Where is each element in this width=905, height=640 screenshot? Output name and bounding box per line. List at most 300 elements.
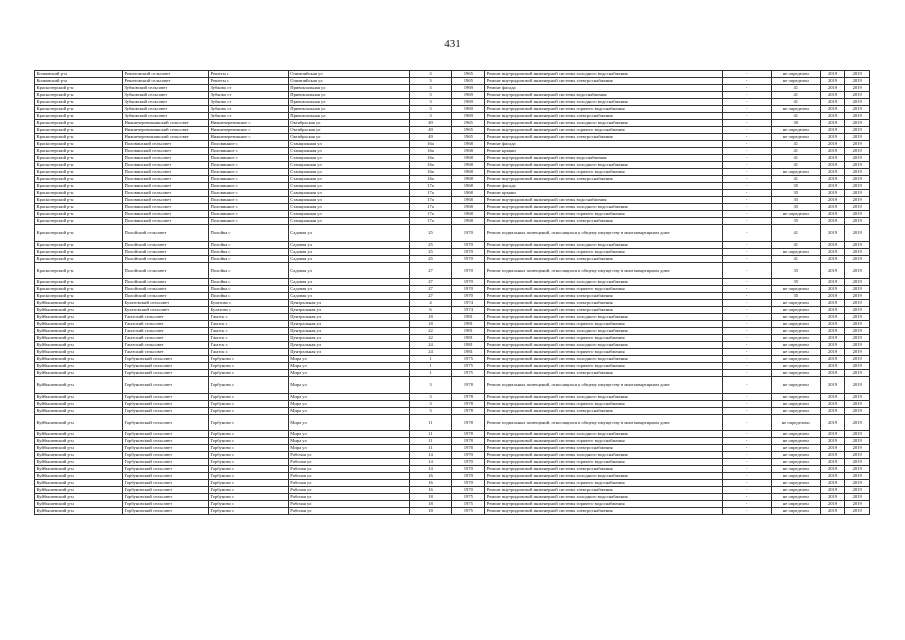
house-number-cell: 11 — [409, 438, 452, 445]
street-cell: Мира ул — [288, 377, 409, 394]
year-start-cell: 2019 — [820, 106, 845, 113]
year-start-cell: 2019 — [820, 286, 845, 293]
value-cell-cell: 41 — [771, 241, 820, 248]
year-built-cell: 1970 — [452, 473, 485, 480]
value-cell-cell: 41 — [771, 155, 820, 162]
year-start-cell: 2019 — [820, 473, 845, 480]
year-built-cell: 1975 — [452, 501, 485, 508]
work-type-cell: Ремонт внутридомовой инженерной системы электроснабжения — [485, 300, 722, 307]
district-cell: Куйбышевский р-н — [35, 452, 123, 459]
table-row — [35, 377, 870, 394]
settlement-council-cell: Полойский сельсовет — [123, 248, 209, 255]
house-number-cell: 18 — [409, 314, 452, 321]
locality-cell: Половинное с — [208, 155, 288, 162]
year-end-cell: 2019 — [845, 248, 870, 255]
year-start-cell: 2019 — [820, 342, 845, 349]
table-row — [35, 162, 870, 169]
year-end-cell: 2019 — [845, 190, 870, 197]
year-end-cell: 2019 — [845, 508, 870, 515]
work-type-cell: Ремонт внутридомовой инженерной системы электроснабжения — [485, 78, 722, 85]
dash-cell-cell: - — [722, 113, 771, 120]
work-type-cell: Ремонт внутридомовой инженерной системы холодного водоснабжения — [485, 279, 722, 286]
district-cell: Куйбышевский р-н — [35, 363, 123, 370]
year-start-cell: 2019 — [820, 169, 845, 176]
street-cell: Рабочая ул — [288, 480, 409, 487]
settlement-council-cell: Полойский сельсовет — [123, 293, 209, 300]
year-built-cell: 1968 — [452, 183, 485, 190]
year-end-cell: 2019 — [845, 328, 870, 335]
street-cell: Садовая ул — [288, 286, 409, 293]
house-number-cell: 3 — [409, 407, 452, 414]
table-row — [35, 363, 870, 370]
dash-cell-cell: - — [722, 307, 771, 314]
work-type-cell: Ремонт внутридомовой инженерной системы горячего водоснабжения — [485, 286, 722, 293]
year-built-cell: 1968 — [452, 162, 485, 169]
locality-cell: Половинное с — [208, 211, 288, 218]
work-type-cell: Ремонт внутридомовой инженерной системы горячего водоснабжения — [485, 106, 722, 113]
year-built-cell: 1970 — [452, 241, 485, 248]
work-type-cell: Ремонт внутридомовой инженерной системы горячего водоснабжения — [485, 459, 722, 466]
house-number-cell: 17а — [409, 197, 452, 204]
settlement-council-cell: Зубковский сельсовет — [123, 85, 209, 92]
work-type-cell: Ремонт внутридомовой инженерной системы горячего водоснабжения — [485, 169, 722, 176]
table-row — [35, 293, 870, 300]
year-start-cell: 2019 — [820, 255, 845, 262]
year-built-cell: 1970 — [452, 262, 485, 279]
year-start-cell: 2019 — [820, 127, 845, 134]
table-row — [35, 148, 870, 155]
work-type-cell: Ремонт внутридомовой инженерной системы холодного водоснабжения — [485, 99, 722, 106]
street-cell: Станционная ул — [288, 162, 409, 169]
year-built-cell: 1978 — [452, 445, 485, 452]
dash-cell-cell: - — [722, 342, 771, 349]
district-cell: Кочковский р-н — [35, 78, 123, 85]
year-built-cell: 1968 — [452, 169, 485, 176]
year-start-cell: 2019 — [820, 431, 845, 438]
house-number-cell: 16а — [409, 148, 452, 155]
year-start-cell: 2019 — [820, 190, 845, 197]
locality-cell: Зубково ст — [208, 99, 288, 106]
year-built-cell: 1968 — [452, 155, 485, 162]
year-start-cell: 2019 — [820, 508, 845, 515]
table-row — [35, 466, 870, 473]
value-cell-cell: 41 — [771, 148, 820, 155]
year-start-cell: 2019 — [820, 328, 845, 335]
dash-cell-cell: - — [722, 377, 771, 394]
locality-cell: Булатово с — [208, 307, 288, 314]
district-cell: Краснозерский р-н — [35, 85, 123, 92]
locality-cell: Половинное с — [208, 183, 288, 190]
year-start-cell: 2019 — [820, 466, 845, 473]
work-type-cell: Ремонт внутридомовой инженерной системы холодного водоснабжения — [485, 356, 722, 363]
value-cell-cell: не определен — [771, 501, 820, 508]
settlement-council-cell: Полойский сельсовет — [123, 255, 209, 262]
table-row — [35, 393, 870, 400]
settlement-council-cell: Половинский сельсовет — [123, 190, 209, 197]
street-cell: Привокзальная ул — [288, 99, 409, 106]
settlement-council-cell: Горбуновский сельсовет — [123, 508, 209, 515]
house-number-cell: 16а — [409, 155, 452, 162]
dash-cell-cell: - — [722, 501, 771, 508]
year-built-cell: 1981 — [452, 328, 485, 335]
year-end-cell: 2019 — [845, 218, 870, 225]
table-row — [35, 183, 870, 190]
year-end-cell: 2019 — [845, 393, 870, 400]
dash-cell-cell: - — [722, 225, 771, 242]
house-number-cell: 25 — [409, 255, 452, 262]
street-cell: Станционная ул — [288, 176, 409, 183]
dash-cell-cell: - — [722, 438, 771, 445]
value-cell-cell: 35 — [771, 218, 820, 225]
year-built-cell: 1970 — [452, 452, 485, 459]
locality-cell: Горбуново с — [208, 393, 288, 400]
work-type-cell: Ремонт фасада — [485, 141, 722, 148]
street-cell: Станционная ул — [288, 141, 409, 148]
year-built-cell: 1981 — [452, 314, 485, 321]
district-cell: Краснозерский р-н — [35, 293, 123, 300]
year-start-cell: 2019 — [820, 211, 845, 218]
house-number-cell: 22 — [409, 335, 452, 342]
locality-cell: Полойка с — [208, 293, 288, 300]
settlement-council-cell: Горбуновский сельсовет — [123, 466, 209, 473]
table-row — [35, 431, 870, 438]
street-cell: Станционная ул — [288, 183, 409, 190]
street-cell: Рабочая ул — [288, 452, 409, 459]
settlement-council-cell: Горбуновский сельсовет — [123, 501, 209, 508]
year-built-cell: 1975 — [452, 356, 485, 363]
house-number-cell: 17а — [409, 190, 452, 197]
value-cell-cell: не определен — [771, 377, 820, 394]
year-end-cell: 2019 — [845, 459, 870, 466]
house-number-cell: 3 — [409, 99, 452, 106]
year-built-cell: 1970 — [452, 255, 485, 262]
year-start-cell: 2019 — [820, 400, 845, 407]
street-cell: Мира ул — [288, 431, 409, 438]
value-cell-cell: не определен — [771, 473, 820, 480]
year-built-cell: 1969 — [452, 99, 485, 106]
locality-cell: Половинное с — [208, 204, 288, 211]
year-start-cell: 2019 — [820, 218, 845, 225]
dash-cell-cell: - — [722, 204, 771, 211]
locality-cell: Решеты с — [208, 71, 288, 78]
settlement-council-cell: Половинский сельсовет — [123, 183, 209, 190]
work-type-cell: Ремонт внутридомовой инженерной системы горячего водоснабжения — [485, 501, 722, 508]
settlement-council-cell: Полойский сельсовет — [123, 279, 209, 286]
district-cell: Краснозерский р-н — [35, 218, 123, 225]
district-cell: Краснозерский р-н — [35, 148, 123, 155]
dash-cell-cell: - — [722, 169, 771, 176]
district-cell: Куйбышевский р-н — [35, 349, 123, 356]
value-cell-cell: не определен — [771, 248, 820, 255]
settlement-council-cell: Горбуновский сельсовет — [123, 445, 209, 452]
work-type-cell: Ремонт внутридомовой инженерной системы электроснабжения — [485, 487, 722, 494]
table-row — [35, 141, 870, 148]
house-number-cell: 17а — [409, 204, 452, 211]
house-number-cell: 11 — [409, 445, 452, 452]
table-row — [35, 127, 870, 134]
work-type-cell: Ремонт внутридомовой инженерной системы холодного водоснабжения — [485, 494, 722, 501]
settlement-council-cell: Решетовский сельсовет — [123, 78, 209, 85]
district-cell: Куйбышевский р-н — [35, 400, 123, 407]
house-number-cell: 4 — [409, 300, 452, 307]
district-cell: Куйбышевский р-н — [35, 328, 123, 335]
street-cell: Станционная ул — [288, 211, 409, 218]
year-built-cell: 1978 — [452, 407, 485, 414]
year-built-cell: 1981 — [452, 335, 485, 342]
district-cell: Куйбышевский р-н — [35, 307, 123, 314]
year-end-cell: 2019 — [845, 113, 870, 120]
settlement-council-cell: Зубковский сельсовет — [123, 99, 209, 106]
year-end-cell: 2019 — [845, 321, 870, 328]
district-cell: Куйбышевский р-н — [35, 459, 123, 466]
value-cell-cell: не определен — [771, 356, 820, 363]
settlement-council-cell: Горбуновский сельсовет — [123, 400, 209, 407]
settlement-council-cell: Половинский сельсовет — [123, 141, 209, 148]
work-type-cell: Ремонт внутридомовой инженерной системы холодного водоснабжения — [485, 342, 722, 349]
table-row — [35, 211, 870, 218]
year-start-cell: 2019 — [820, 377, 845, 394]
year-start-cell: 2019 — [820, 307, 845, 314]
street-cell: Мира ул — [288, 400, 409, 407]
value-cell-cell: не определен — [771, 342, 820, 349]
street-cell: Рабочая ул — [288, 466, 409, 473]
year-end-cell: 2019 — [845, 480, 870, 487]
settlement-council-cell: Полойский сельсовет — [123, 241, 209, 248]
settlement-council-cell: Гжатский сельсовет — [123, 349, 209, 356]
dash-cell-cell: - — [722, 445, 771, 452]
house-number-cell: 18 — [409, 508, 452, 515]
year-built-cell: 1978 — [452, 377, 485, 394]
locality-cell: Половинное с — [208, 148, 288, 155]
year-built-cell: 1968 — [452, 197, 485, 204]
locality-cell: Гжатск с — [208, 321, 288, 328]
district-cell: Краснозерский р-н — [35, 286, 123, 293]
settlement-council-cell: Зубковский сельсовет — [123, 92, 209, 99]
year-start-cell: 2019 — [820, 262, 845, 279]
district-cell: Краснозерский р-н — [35, 162, 123, 169]
work-type-cell: Ремонт фасада — [485, 183, 722, 190]
house-number-cell: 3 — [409, 85, 452, 92]
locality-cell: Горбуново с — [208, 370, 288, 377]
street-cell: Рабочая ул — [288, 501, 409, 508]
street-cell: Садовая ул — [288, 262, 409, 279]
year-built-cell: 1968 — [452, 141, 485, 148]
year-start-cell: 2019 — [820, 407, 845, 414]
street-cell: Мира ул — [288, 414, 409, 431]
dash-cell-cell: - — [722, 183, 771, 190]
house-number-cell: 3 — [409, 78, 452, 85]
dash-cell-cell: - — [722, 293, 771, 300]
dash-cell-cell: - — [722, 508, 771, 515]
value-cell-cell: не определен — [771, 314, 820, 321]
house-number-cell: 16 — [409, 473, 452, 480]
year-built-cell: 1981 — [452, 342, 485, 349]
year-start-cell: 2019 — [820, 459, 845, 466]
value-cell-cell: не определен — [771, 134, 820, 141]
value-cell-cell: 41 — [771, 92, 820, 99]
table-row — [35, 335, 870, 342]
locality-cell: Половинное с — [208, 141, 288, 148]
dash-cell-cell: - — [722, 314, 771, 321]
work-type-cell: Ремонт внутридомовой инженерной системы холодного водоснабжения — [485, 328, 722, 335]
table-row — [35, 414, 870, 431]
work-type-cell: Ремонт внутридомовой инженерной системы электроснабжения — [485, 293, 722, 300]
table-row — [35, 508, 870, 515]
district-cell: Краснозерский р-н — [35, 141, 123, 148]
year-end-cell: 2019 — [845, 162, 870, 169]
year-end-cell: 2019 — [845, 342, 870, 349]
year-end-cell: 2019 — [845, 356, 870, 363]
year-end-cell: 2019 — [845, 314, 870, 321]
locality-cell: Горбуново с — [208, 459, 288, 466]
street-cell: Садовая ул — [288, 241, 409, 248]
street-cell: Центральная ул — [288, 300, 409, 307]
district-cell: Куйбышевский р-н — [35, 321, 123, 328]
street-cell: Центральная ул — [288, 314, 409, 321]
dash-cell-cell: - — [722, 393, 771, 400]
value-cell-cell: не определен — [771, 400, 820, 407]
work-type-cell: Ремонт внутридомовой инженерной системы холодного водоснабжения — [485, 473, 722, 480]
table-row — [35, 262, 870, 279]
value-cell-cell: 35 — [771, 262, 820, 279]
street-cell: Привокзальная ул — [288, 92, 409, 99]
year-start-cell: 2019 — [820, 438, 845, 445]
work-type-cell: Ремонт подвальных помещений, относящихся к общему имуществу в многоквартирном доме — [485, 225, 722, 242]
value-cell-cell: не определен — [771, 71, 820, 78]
locality-cell: Гжатск с — [208, 342, 288, 349]
year-end-cell: 2019 — [845, 92, 870, 99]
street-cell: Садовая ул — [288, 279, 409, 286]
year-start-cell: 2019 — [820, 349, 845, 356]
value-cell-cell: не определен — [771, 300, 820, 307]
value-cell-cell: 35 — [771, 204, 820, 211]
value-cell-cell: не определен — [771, 480, 820, 487]
table-row — [35, 255, 870, 262]
table-row — [35, 197, 870, 204]
year-end-cell: 2019 — [845, 438, 870, 445]
year-start-cell: 2019 — [820, 71, 845, 78]
year-built-cell: 1969 — [452, 92, 485, 99]
year-end-cell: 2019 — [845, 349, 870, 356]
house-number-cell: 49 — [409, 127, 452, 134]
dash-cell-cell: - — [722, 211, 771, 218]
year-end-cell: 2019 — [845, 225, 870, 242]
dash-cell-cell: - — [722, 241, 771, 248]
district-cell: Куйбышевский р-н — [35, 335, 123, 342]
locality-cell: Горбуново с — [208, 508, 288, 515]
house-number-cell: 3 — [409, 71, 452, 78]
locality-cell: Зубково ст — [208, 113, 288, 120]
table-row — [35, 169, 870, 176]
street-cell: Садовая ул — [288, 225, 409, 242]
year-end-cell: 2019 — [845, 487, 870, 494]
work-type-cell: Ремонт внутридомовой инженерной системы горячего водоснабжения — [485, 211, 722, 218]
year-built-cell: 1969 — [452, 85, 485, 92]
year-start-cell: 2019 — [820, 279, 845, 286]
dash-cell-cell: - — [722, 71, 771, 78]
locality-cell: Половинное с — [208, 162, 288, 169]
house-number-cell: 18 — [409, 321, 452, 328]
table-row — [35, 487, 870, 494]
district-cell: Краснозерский р-н — [35, 106, 123, 113]
value-cell-cell: не определен — [771, 487, 820, 494]
district-cell: Куйбышевский р-н — [35, 342, 123, 349]
year-end-cell: 2019 — [845, 71, 870, 78]
year-built-cell: 1970 — [452, 279, 485, 286]
street-cell: Олимпийская ул — [288, 71, 409, 78]
table-row — [35, 452, 870, 459]
locality-cell: Полойка с — [208, 241, 288, 248]
dash-cell-cell: - — [722, 106, 771, 113]
year-end-cell: 2019 — [845, 106, 870, 113]
year-built-cell: 1970 — [452, 487, 485, 494]
settlement-council-cell: Нижнечеревошинский сельсовет — [123, 120, 209, 127]
locality-cell: Горбуново с — [208, 466, 288, 473]
value-cell-cell: не определен — [771, 349, 820, 356]
table-row — [35, 307, 870, 314]
table-row — [35, 494, 870, 501]
street-cell: Центральная ул — [288, 342, 409, 349]
table-row — [35, 321, 870, 328]
table-row — [35, 176, 870, 183]
house-number-cell: 6 — [409, 307, 452, 314]
dash-cell-cell: - — [722, 487, 771, 494]
value-cell-cell: 41 — [771, 141, 820, 148]
year-start-cell: 2019 — [820, 92, 845, 99]
house-number-cell: 16а — [409, 162, 452, 169]
dash-cell-cell: - — [722, 400, 771, 407]
dash-cell-cell: - — [722, 141, 771, 148]
year-built-cell: 1968 — [452, 190, 485, 197]
house-number-cell: 1 — [409, 356, 452, 363]
settlement-council-cell: Гжатский сельсовет — [123, 342, 209, 349]
street-cell: Станционная ул — [288, 204, 409, 211]
house-number-cell: 49 — [409, 134, 452, 141]
dash-cell-cell: - — [722, 356, 771, 363]
value-cell-cell: не определен — [771, 78, 820, 85]
value-cell-cell: 41 — [771, 85, 820, 92]
year-end-cell: 2019 — [845, 141, 870, 148]
settlement-council-cell: Гжатский сельсовет — [123, 321, 209, 328]
table-row — [35, 99, 870, 106]
table-row — [35, 438, 870, 445]
year-built-cell: 1978 — [452, 438, 485, 445]
district-cell: Краснозерский р-н — [35, 279, 123, 286]
table-row — [35, 356, 870, 363]
value-cell-cell: не определен — [771, 459, 820, 466]
value-cell-cell: 30 — [771, 120, 820, 127]
house-number-cell: 1 — [409, 370, 452, 377]
year-start-cell: 2019 — [820, 204, 845, 211]
value-cell-cell: 41 — [771, 255, 820, 262]
dash-cell-cell: - — [722, 286, 771, 293]
year-end-cell: 2019 — [845, 176, 870, 183]
table-row — [35, 328, 870, 335]
locality-cell: Гжатск с — [208, 328, 288, 335]
year-end-cell: 2019 — [845, 183, 870, 190]
locality-cell: Половинное с — [208, 190, 288, 197]
table-row — [35, 155, 870, 162]
table-row — [35, 473, 870, 480]
dash-cell-cell: - — [722, 407, 771, 414]
locality-cell: Горбуново с — [208, 377, 288, 394]
work-type-cell: Ремонт внутридомовой инженерной системы холодного водоснабжения — [485, 393, 722, 400]
work-type-cell: Ремонт крыши — [485, 190, 722, 197]
house-number-cell: 16а — [409, 169, 452, 176]
street-cell: Октябрьская ул — [288, 127, 409, 134]
district-cell: Краснозерский р-н — [35, 113, 123, 120]
district-cell: Краснозерский р-н — [35, 241, 123, 248]
